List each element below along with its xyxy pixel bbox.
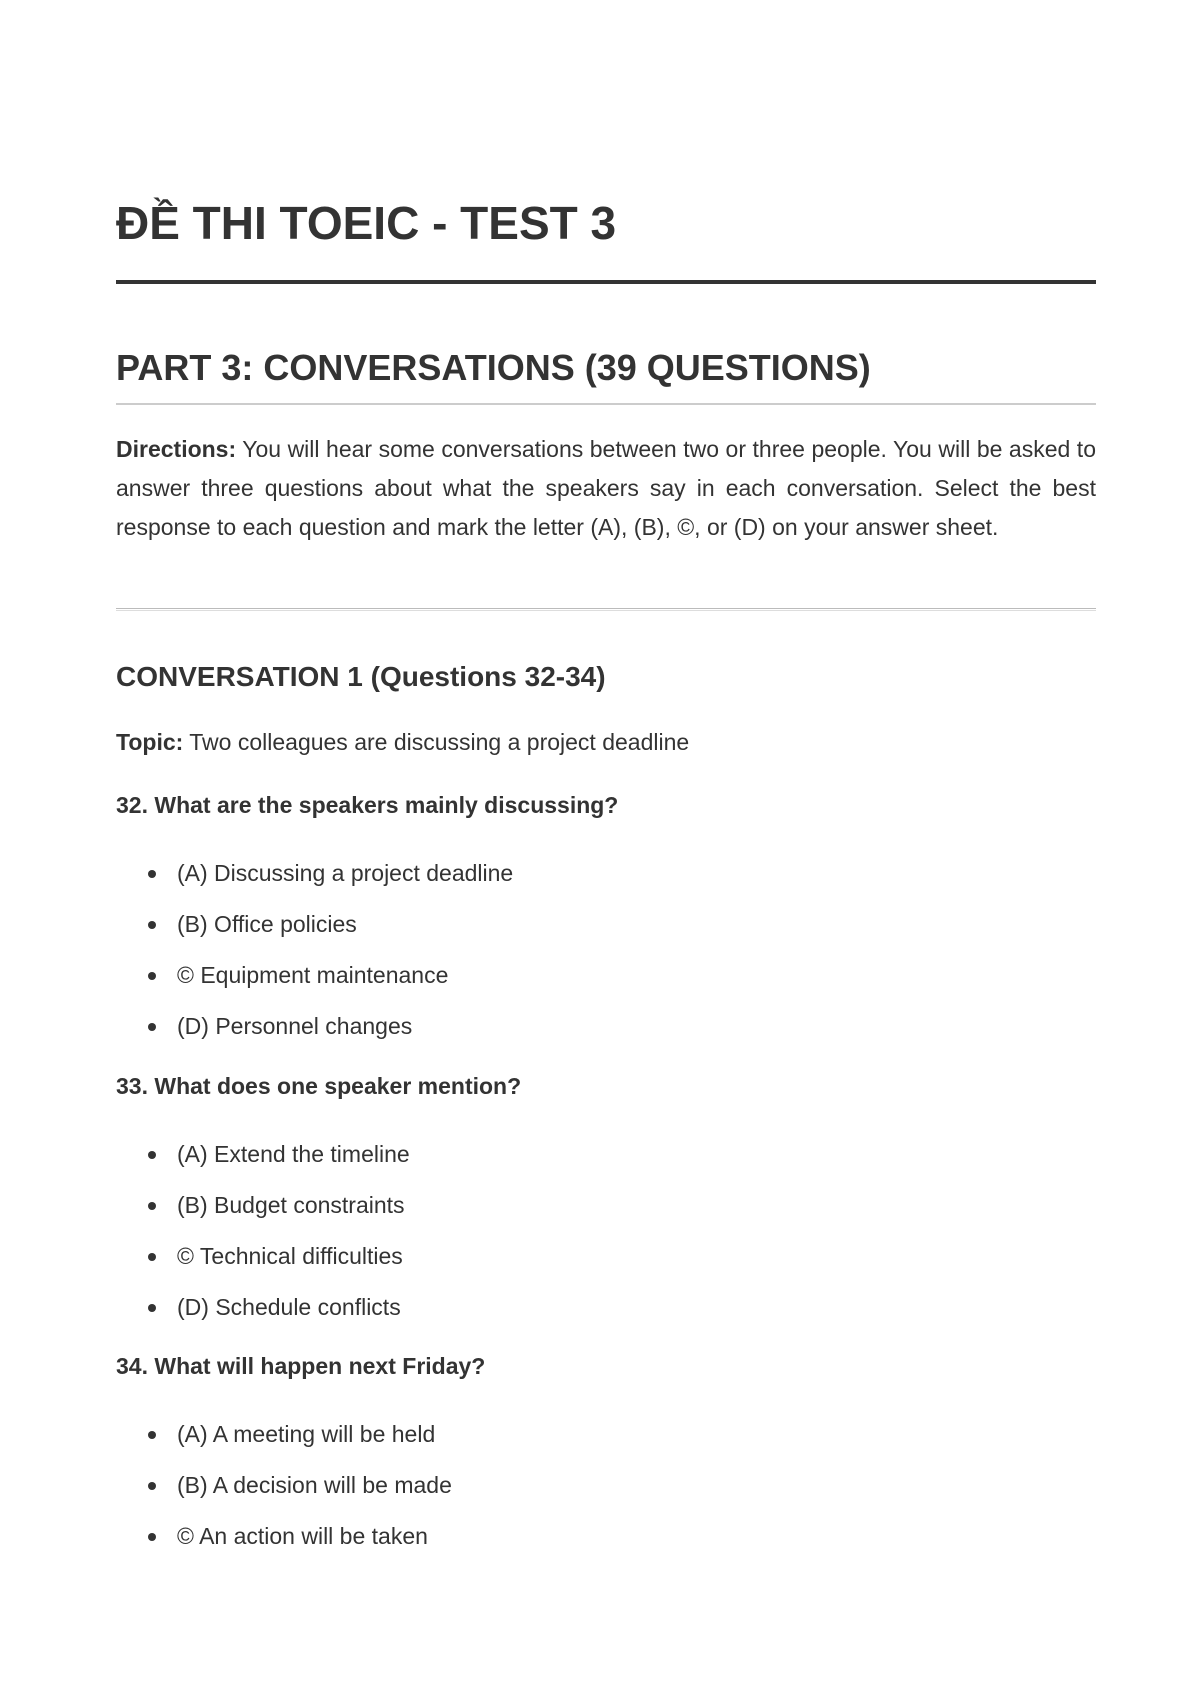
option-item — [116, 961, 513, 1012]
option-text: (A) Extend the timeline — [177, 1141, 410, 1167]
question-34: 34. What will happen next Friday? — [116, 1353, 486, 1379]
bullet-icon — [148, 921, 156, 929]
bullet-icon — [148, 1431, 156, 1439]
option-item — [116, 1293, 410, 1344]
bullet-icon — [148, 1202, 156, 1210]
option-item — [116, 1012, 513, 1063]
option-item — [116, 1140, 410, 1191]
question-32: 32. What are the speakers mainly discussing? — [116, 792, 619, 818]
bullet-icon — [148, 1253, 156, 1261]
directions-label: Directions: — [116, 436, 237, 462]
option-text: © Equipment maintenance — [177, 962, 449, 988]
option-item — [116, 910, 513, 961]
bullet-icon — [148, 1023, 156, 1031]
option-text: (B) A decision will be made — [177, 1472, 452, 1498]
topic-text: Two colleagues are discussing a project deadline — [183, 729, 690, 755]
topic-label: Topic: — [116, 729, 184, 755]
option-text: (B) Budget constraints — [177, 1192, 405, 1218]
option-text: (A) Discussing a project deadline — [177, 860, 514, 886]
option-item — [116, 1191, 410, 1242]
option-text: (A) A meeting will be held — [177, 1421, 436, 1447]
title-divider — [116, 280, 1096, 284]
option-text: (D) Schedule conflicts — [177, 1294, 401, 1320]
section-divider — [116, 608, 1096, 611]
part-divider — [116, 403, 1096, 405]
option-item — [116, 1471, 452, 1522]
option-item — [116, 1242, 410, 1293]
option-item — [116, 859, 513, 910]
option-text: © An action will be taken — [177, 1523, 428, 1549]
conversation-title: CONVERSATION 1 (Questions 32-34) — [116, 661, 606, 692]
question-34-options — [116, 1420, 452, 1573]
bullet-icon — [148, 1482, 156, 1490]
bullet-icon — [148, 870, 156, 878]
directions-text: You will hear some conversations between two or three people. You will be asked to answer three questions about what the speakers say in each conversation. Select the best response to each question and mark the letter (A), (B), ©, or (D) on your answer sheet. — [116, 436, 1096, 540]
option-text: (B) Office policies — [177, 911, 357, 937]
directions-paragraph — [116, 430, 1096, 547]
bullet-icon — [148, 1533, 156, 1541]
option-item — [116, 1522, 452, 1573]
document-title: ĐỀ THI TOEIC - TEST 3 — [116, 197, 617, 249]
topic-line — [116, 728, 689, 758]
option-text: (D) Personnel changes — [177, 1013, 413, 1039]
question-32-options — [116, 859, 513, 1063]
bullet-icon — [148, 972, 156, 980]
question-33-options — [116, 1140, 410, 1344]
option-text: © Technical difficulties — [177, 1243, 403, 1269]
part-title: PART 3: CONVERSATIONS (39 QUESTIONS) — [116, 347, 871, 388]
bullet-icon — [148, 1151, 156, 1159]
question-33: 33. What does one speaker mention? — [116, 1073, 522, 1099]
option-item — [116, 1420, 452, 1471]
bullet-icon — [148, 1304, 156, 1312]
